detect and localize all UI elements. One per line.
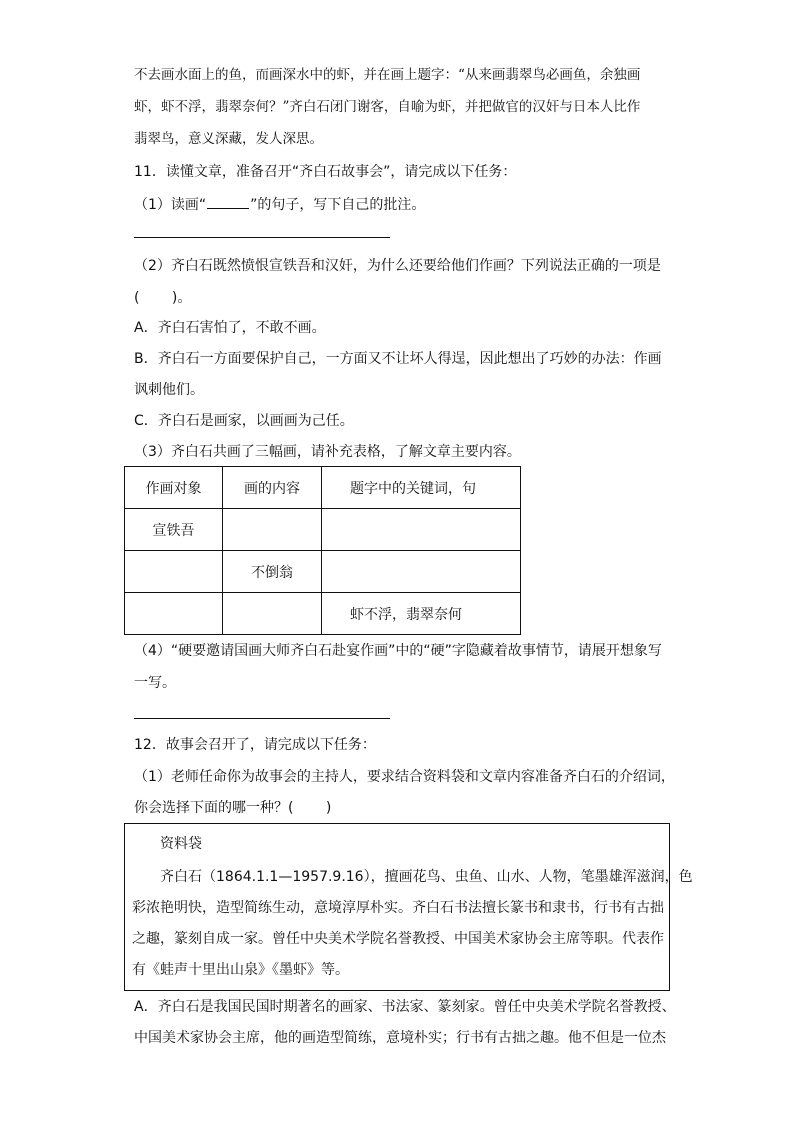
info-box-line: 之趣，篆刻自成一家。曾任中央美术学院名誉教授、中国美术家协会主席等职。代表作 [132, 931, 664, 947]
table-header-row [125, 467, 521, 509]
table-cell-blank[interactable] [322, 509, 521, 551]
paintings-table [124, 466, 521, 635]
passage-line-3: 翡翠鸟，意义深藏，发人深思。 [134, 131, 323, 147]
passage-line-2: 虾，虾不浮，翡翠奈何？”齐白石闭门谢客，自喻为虾，并把做官的汉奸与日本人比作 [134, 99, 641, 115]
q11-sub4-line2: 一写。 [134, 675, 176, 691]
table-header-cell: 题字中的关键词，句 [322, 467, 521, 509]
q11-option-b-line1: B．齐白石一方面要保护自己，一方面又不让坏人得逞，因此想出了巧妙的办法：作画 [134, 351, 662, 367]
table-cell-blank[interactable] [223, 509, 322, 551]
q12-sub1-line2: 你会选择下面的哪一种？( ) [134, 800, 332, 816]
table-cell-blank[interactable] [223, 593, 322, 635]
q11-sub1-post: ”的句子，写下自己的批注。 [250, 197, 426, 213]
table-row [125, 509, 521, 551]
q11-sub4-line1: （4）“硬要邀请国画大师齐白石赴宴作画”中的“硬”字隐藏着故事情节，请展开想象写 [134, 643, 662, 659]
table-cell-blank[interactable] [322, 551, 521, 593]
info-box [124, 823, 693, 991]
q12-option-a-line1: A．齐白石是我国民国时期著名的画家、书法家、篆刻家。曾任中央美术学院名誉教授、 [134, 999, 676, 1015]
table-cell: 不倒翁 [223, 551, 322, 593]
info-box-line: 有《蛙声十里出山泉》《墨虾》等。 [132, 962, 349, 978]
info-box-title: 资料袋 [160, 836, 202, 852]
answer-line-q11-1[interactable] [134, 237, 390, 238]
table-cell-blank[interactable] [125, 593, 223, 635]
q11-sub1-pre: （1）读画“ [134, 197, 207, 213]
answer-line-q11-4[interactable] [134, 718, 390, 719]
q11-sub3: （3）齐白石共画了三幅画，请补充表格，了解文章主要内容。 [134, 444, 521, 460]
passage-line-1: 不去画水面上的鱼，而画深水中的虾，并在画上题字：“从来画翡翠鸟必画鱼，余独画 [134, 67, 641, 83]
q11-sub2-line1: （2）齐白石既然愤恨宣铁吾和汉奸，为什么还要给他们作画？下列说法正确的一项是 [134, 258, 661, 274]
q11-sub1 [134, 194, 425, 215]
q11-sub1-blank [207, 194, 249, 209]
table-cell: 宣铁吾 [125, 509, 223, 551]
table-cell: 虾不浮，翡翠奈何 [322, 593, 521, 635]
table-header-cell: 画的内容 [223, 467, 322, 509]
table-row [125, 551, 521, 593]
q11-option-b-line2: 讽刺他们。 [134, 382, 204, 398]
q12-stem: 12．故事会召开了，请完成以下任务： [134, 737, 376, 753]
q11-option-c: C．齐白石是画家，以画画为己任。 [134, 413, 354, 429]
q12-option-a-line2: 中国美术家协会主席，他的画造型简练，意境朴实；行书有古拙之趣。他不但是一位杰 [134, 1030, 666, 1046]
table-cell-blank[interactable] [125, 551, 223, 593]
q11-option-a: A．齐白石害怕了，不敢不画。 [134, 320, 326, 336]
info-box-line: 彩浓艳明快，造型简练生动，意境淳厚朴实。齐白石书法擅长篆书和隶书，行书有古拙 [132, 900, 664, 916]
table-row [125, 593, 521, 635]
q11-sub2-line2: ( )。 [134, 290, 192, 306]
q12-sub1-line1: （1）老师任命你为故事会的主持人，要求结合资料袋和文章内容准备齐白石的介绍词， [134, 769, 675, 785]
q11-stem: 11．读懂文章，准备召开“齐白石故事会”，请完成以下任务： [134, 164, 517, 180]
table-header-cell: 作画对象 [125, 467, 223, 509]
info-box-line: 齐白石（1864.1.1—1957.9.16），擅画花鸟、虫鱼、山水、人物，笔墨雄浑滋润，色 [160, 869, 693, 885]
